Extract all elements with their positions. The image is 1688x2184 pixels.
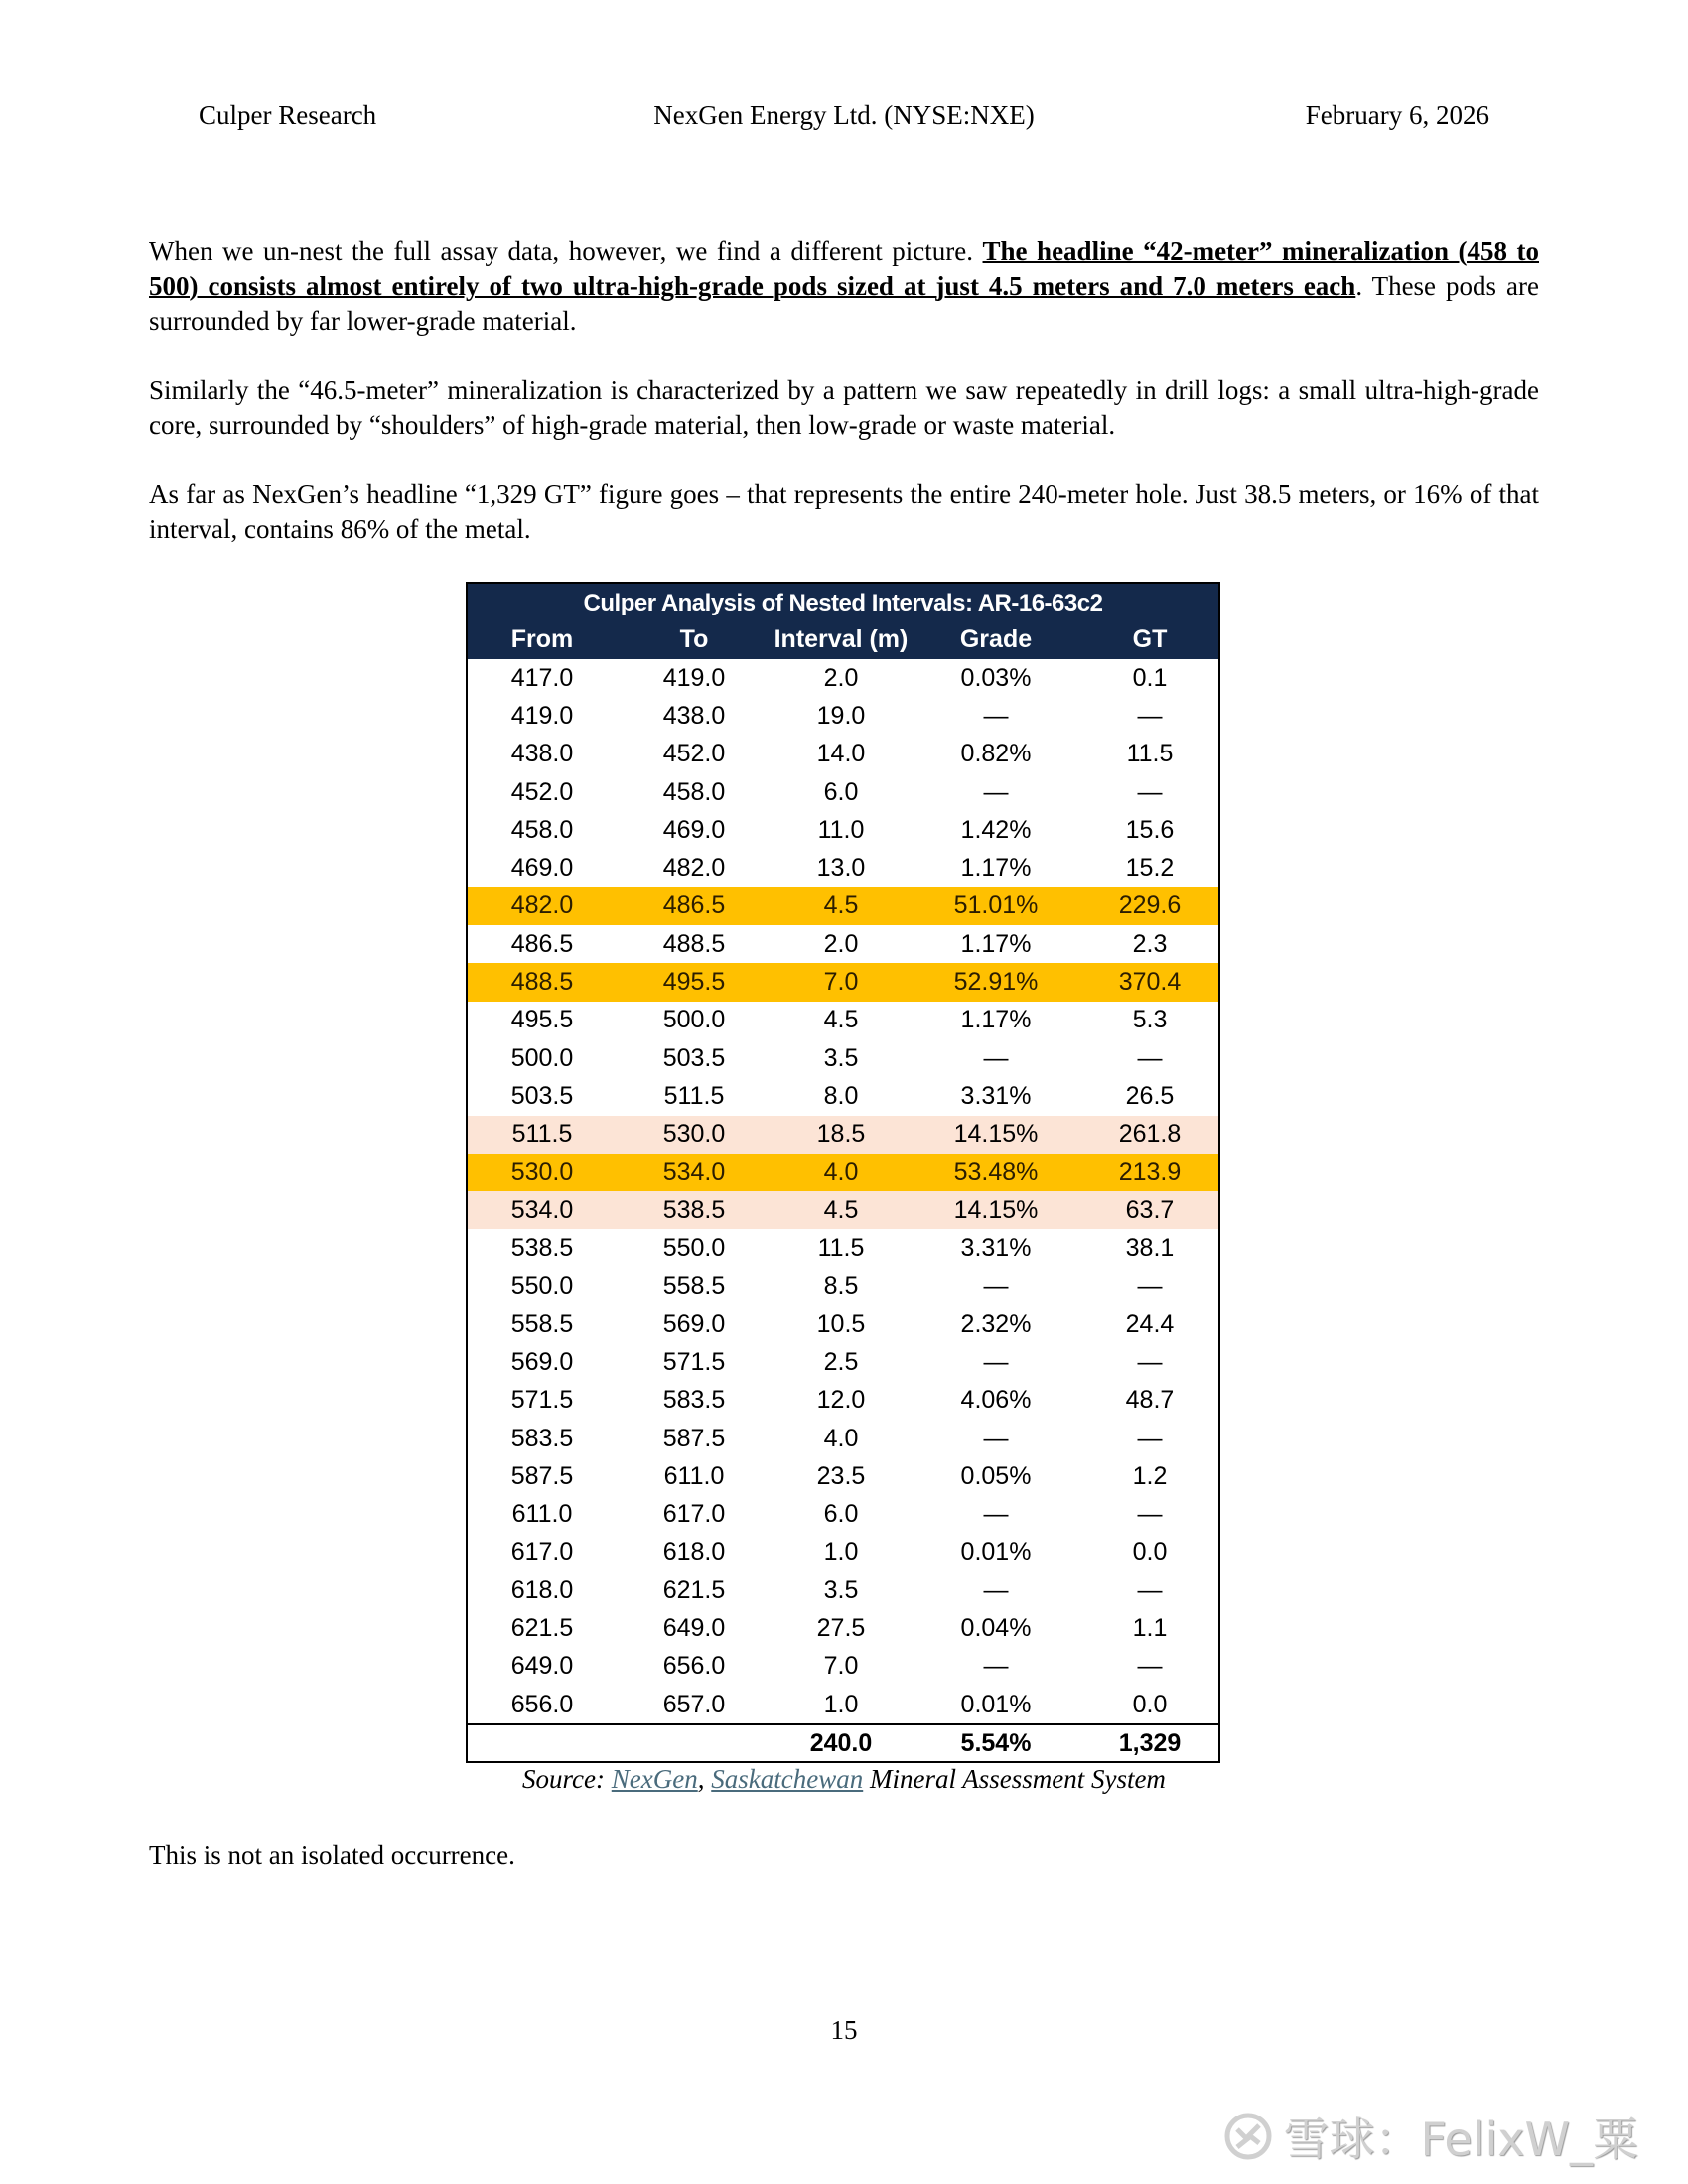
cell-interval: 2.0 bbox=[823, 929, 859, 958]
table-row bbox=[468, 1420, 1218, 1457]
cell-from: 417.0 bbox=[510, 663, 574, 692]
cell-from: 571.5 bbox=[510, 1386, 574, 1415]
cell-from: 617.0 bbox=[510, 1538, 574, 1567]
cell-from: 488.5 bbox=[510, 968, 574, 997]
cell-grade: 1.17% bbox=[960, 1006, 1032, 1034]
table-row bbox=[468, 1039, 1218, 1077]
cell-grade: 2.32% bbox=[960, 1309, 1032, 1338]
cell-interval: 4.0 bbox=[823, 1424, 859, 1452]
table-row bbox=[468, 1229, 1218, 1267]
paragraph-unnest bbox=[149, 234, 1539, 339]
paragraph-text: When we un-nest the full assay data, however, we find a different picture. bbox=[149, 236, 983, 266]
table-total-row bbox=[468, 1723, 1218, 1761]
page-number: 15 bbox=[830, 2015, 858, 2045]
cell-from: 458.0 bbox=[510, 815, 574, 844]
cell-to: 617.0 bbox=[662, 1500, 726, 1529]
cell-interval: 12.0 bbox=[816, 1386, 866, 1415]
header-left: Culper Research bbox=[199, 100, 377, 130]
table-row bbox=[468, 1305, 1218, 1343]
watermark bbox=[1223, 2107, 1638, 2166]
column-header-to: To bbox=[679, 624, 709, 653]
cell-interval: 4.5 bbox=[823, 1006, 859, 1034]
cell-from: 503.5 bbox=[510, 1081, 574, 1110]
cell-grade: 3.31% bbox=[960, 1081, 1032, 1110]
table-row bbox=[468, 736, 1218, 773]
cell-to: 656.0 bbox=[662, 1652, 726, 1681]
cell-to: 511.5 bbox=[663, 1081, 725, 1110]
table-body bbox=[468, 659, 1218, 1723]
cell-gt: 229.6 bbox=[1118, 891, 1182, 920]
source-link-nexgen[interactable]: NexGen bbox=[611, 1764, 698, 1794]
cell-to: 530.0 bbox=[662, 1120, 726, 1149]
table-row bbox=[468, 963, 1218, 1001]
total-gt: 1,329 bbox=[1118, 1728, 1182, 1757]
cell-from: 438.0 bbox=[510, 740, 574, 768]
cell-grade: 0.05% bbox=[960, 1461, 1032, 1490]
cell-gt: 1.1 bbox=[1132, 1614, 1168, 1643]
table-row bbox=[468, 773, 1218, 811]
cell-grade: 0.04% bbox=[960, 1614, 1032, 1643]
paragraph-text: . These pods are surrounded by far lower-grade material. bbox=[149, 271, 1539, 336]
cell-to: 458.0 bbox=[662, 777, 726, 806]
cell-from: 534.0 bbox=[510, 1195, 574, 1224]
cell-from: 656.0 bbox=[510, 1690, 574, 1718]
cell-interval: 2.5 bbox=[823, 1347, 859, 1376]
column-header-gt: GT bbox=[1132, 624, 1168, 653]
header-center: NexGen Energy Ltd. (NYSE:NXE) bbox=[653, 100, 1035, 130]
cell-interval: 4.0 bbox=[823, 1158, 859, 1186]
table-row bbox=[468, 1648, 1218, 1686]
cell-grade: 3.31% bbox=[960, 1234, 1032, 1263]
cell-to: 438.0 bbox=[662, 701, 726, 730]
cell-grade: — bbox=[983, 1043, 1009, 1072]
cell-gt: 2.3 bbox=[1132, 929, 1168, 958]
cell-interval: 27.5 bbox=[816, 1614, 866, 1643]
cell-from: 419.0 bbox=[510, 701, 574, 730]
cell-interval: 6.0 bbox=[823, 777, 859, 806]
cell-gt: — bbox=[1137, 1500, 1163, 1529]
cell-grade: — bbox=[983, 1575, 1009, 1604]
cell-from: 611.0 bbox=[511, 1500, 573, 1529]
source-link-saskatchewan[interactable]: Saskatchewan bbox=[711, 1764, 864, 1794]
cell-interval: 7.0 bbox=[823, 968, 859, 997]
cell-interval: 8.5 bbox=[823, 1272, 859, 1300]
table-row bbox=[468, 1343, 1218, 1381]
cell-gt: 213.9 bbox=[1118, 1158, 1182, 1186]
cell-gt: 48.7 bbox=[1125, 1386, 1175, 1415]
table-row bbox=[468, 1457, 1218, 1495]
paragraph-not-isolated: This is not an isolated occurrence. bbox=[149, 1841, 515, 1870]
column-header-grade: Grade bbox=[959, 624, 1033, 653]
total-interval: 240.0 bbox=[809, 1728, 873, 1757]
table-row bbox=[468, 1609, 1218, 1647]
column-header-from: From bbox=[510, 624, 574, 653]
cell-grade: 53.48% bbox=[953, 1158, 1039, 1186]
cell-to: 649.0 bbox=[662, 1614, 726, 1643]
cell-grade: 0.03% bbox=[960, 663, 1032, 692]
cell-gt: 0.0 bbox=[1132, 1538, 1168, 1567]
cell-interval: 4.5 bbox=[823, 1195, 859, 1224]
cell-gt: — bbox=[1137, 1575, 1163, 1604]
cell-grade: 14.15% bbox=[953, 1195, 1039, 1224]
cell-to: 621.5 bbox=[662, 1575, 726, 1604]
cell-interval: 19.0 bbox=[816, 701, 866, 730]
cell-gt: — bbox=[1137, 1347, 1163, 1376]
cell-grade: — bbox=[983, 1347, 1009, 1376]
cell-gt: — bbox=[1137, 777, 1163, 806]
cell-to: 538.5 bbox=[662, 1195, 726, 1224]
cell-gt: — bbox=[1137, 1272, 1163, 1300]
table-row bbox=[468, 1496, 1218, 1534]
cell-from: 452.0 bbox=[510, 777, 574, 806]
cell-from: 530.0 bbox=[510, 1158, 574, 1186]
source-separator: , bbox=[697, 1764, 712, 1794]
cell-to: 488.5 bbox=[662, 929, 726, 958]
cell-from: 495.5 bbox=[510, 1006, 574, 1034]
cell-interval: 13.0 bbox=[816, 854, 866, 883]
cell-to: 469.0 bbox=[662, 815, 726, 844]
cell-interval: 2.0 bbox=[823, 663, 859, 692]
cell-from: 500.0 bbox=[510, 1043, 574, 1072]
cell-from: 469.0 bbox=[510, 854, 574, 883]
cell-interval: 14.0 bbox=[816, 740, 866, 768]
cell-gt: 0.1 bbox=[1132, 663, 1168, 692]
cell-grade: — bbox=[983, 777, 1009, 806]
cell-grade: 0.01% bbox=[960, 1538, 1032, 1567]
cell-to: 503.5 bbox=[662, 1043, 726, 1072]
cell-grade: — bbox=[983, 1272, 1009, 1300]
table-row bbox=[468, 849, 1218, 887]
table-row bbox=[468, 1191, 1218, 1229]
table-row bbox=[468, 1268, 1218, 1305]
paragraph-similarly: Similarly the “46.5-meter” mineralization is characterized by a pattern we saw repeatedly in drill logs: a small ultra-high-grade core, surrounded by “shoulders” of high-grade material, then low-grade or waste material. bbox=[149, 375, 1539, 440]
table-row bbox=[468, 659, 1218, 697]
cell-interval: 6.0 bbox=[823, 1500, 859, 1529]
cell-grade: 0.01% bbox=[960, 1690, 1032, 1718]
cell-interval: 4.5 bbox=[823, 891, 859, 920]
table-row bbox=[468, 1116, 1218, 1154]
table-row bbox=[468, 1571, 1218, 1609]
total-grade: 5.54% bbox=[960, 1728, 1032, 1757]
cell-to: 657.0 bbox=[662, 1690, 726, 1718]
nested-intervals-table bbox=[466, 582, 1220, 1763]
cell-interval: 3.5 bbox=[823, 1575, 859, 1604]
table-title: Culper Analysis of Nested Intervals: AR-16-63c2 bbox=[583, 590, 1103, 616]
emphasis-text: The headline “42-meter” mineralization (458 to 500) consists almost entirely of two ultra-high-grade pods sized at just 4.5 meters and 7.0 meters each bbox=[149, 236, 1539, 301]
cell-from: 482.0 bbox=[510, 891, 574, 920]
cell-from: 550.0 bbox=[510, 1272, 574, 1300]
cell-interval: 1.0 bbox=[823, 1690, 859, 1718]
table-row bbox=[468, 1382, 1218, 1420]
cell-gt: 11.5 bbox=[1126, 740, 1174, 768]
cell-from: 558.5 bbox=[510, 1309, 574, 1338]
cell-to: 500.0 bbox=[662, 1006, 726, 1034]
cell-from: 486.5 bbox=[510, 929, 574, 958]
cell-from: 649.0 bbox=[510, 1652, 574, 1681]
cell-grade: — bbox=[983, 1424, 1009, 1452]
cell-to: 452.0 bbox=[662, 740, 726, 768]
cell-from: 511.5 bbox=[511, 1120, 573, 1149]
cell-to: 495.5 bbox=[662, 968, 726, 997]
cell-to: 618.0 bbox=[662, 1538, 726, 1567]
cell-from: 583.5 bbox=[510, 1424, 574, 1452]
cell-to: 482.0 bbox=[662, 854, 726, 883]
cell-grade: — bbox=[983, 701, 1009, 730]
cell-interval: 1.0 bbox=[823, 1538, 859, 1567]
table-row bbox=[468, 925, 1218, 963]
cell-gt: — bbox=[1137, 1652, 1163, 1681]
cell-gt: 26.5 bbox=[1125, 1081, 1175, 1110]
xueqiu-logo-icon bbox=[1223, 2112, 1273, 2161]
table-column-headers bbox=[468, 619, 1218, 659]
cell-from: 618.0 bbox=[510, 1575, 574, 1604]
cell-to: 558.5 bbox=[662, 1272, 726, 1300]
table-row bbox=[468, 1077, 1218, 1115]
cell-interval: 7.0 bbox=[823, 1652, 859, 1681]
cell-grade: 1.17% bbox=[960, 929, 1032, 958]
cell-interval: 23.5 bbox=[816, 1461, 866, 1490]
cell-gt: — bbox=[1137, 701, 1163, 730]
cell-to: 587.5 bbox=[662, 1424, 726, 1452]
source-prefix: Source: bbox=[522, 1764, 612, 1794]
table-row bbox=[468, 1686, 1218, 1723]
cell-from: 538.5 bbox=[510, 1234, 574, 1263]
cell-grade: 4.06% bbox=[960, 1386, 1032, 1415]
table-source bbox=[0, 1763, 1688, 1795]
cell-interval: 11.5 bbox=[817, 1234, 865, 1263]
cell-grade: 51.01% bbox=[953, 891, 1039, 920]
cell-interval: 8.0 bbox=[823, 1081, 859, 1110]
cell-grade: — bbox=[983, 1652, 1009, 1681]
cell-gt: 370.4 bbox=[1118, 968, 1182, 997]
cell-gt: — bbox=[1137, 1424, 1163, 1452]
cell-gt: 15.2 bbox=[1125, 854, 1175, 883]
cell-to: 534.0 bbox=[662, 1158, 726, 1186]
cell-interval: 3.5 bbox=[823, 1043, 859, 1072]
cell-gt: 63.7 bbox=[1125, 1195, 1175, 1224]
table-row bbox=[468, 887, 1218, 925]
cell-grade: — bbox=[983, 1500, 1009, 1529]
header-right: February 6, 2026 bbox=[1305, 100, 1489, 130]
cell-from: 587.5 bbox=[510, 1461, 574, 1490]
column-header-interval: Interval (m) bbox=[774, 624, 909, 653]
cell-interval: 18.5 bbox=[816, 1120, 866, 1149]
cell-gt: 15.6 bbox=[1125, 815, 1175, 844]
cell-to: 550.0 bbox=[662, 1234, 726, 1263]
cell-gt: 24.4 bbox=[1125, 1309, 1175, 1338]
cell-gt: 38.1 bbox=[1125, 1234, 1175, 1263]
table-row bbox=[468, 811, 1218, 849]
cell-grade: 1.17% bbox=[960, 854, 1032, 883]
cell-gt: 5.3 bbox=[1132, 1006, 1168, 1034]
cell-grade: 1.42% bbox=[960, 815, 1032, 844]
table-row bbox=[468, 697, 1218, 735]
cell-gt: 0.0 bbox=[1132, 1690, 1168, 1718]
cell-gt: 261.8 bbox=[1118, 1120, 1182, 1149]
cell-interval: 10.5 bbox=[816, 1309, 866, 1338]
table-row bbox=[468, 1002, 1218, 1039]
cell-from: 621.5 bbox=[510, 1614, 574, 1643]
table-header bbox=[468, 584, 1218, 659]
watermark-text: 雪球：FelixW_粟 bbox=[1283, 2113, 1638, 2166]
cell-to: 571.5 bbox=[662, 1347, 726, 1376]
cell-to: 583.5 bbox=[662, 1386, 726, 1415]
cell-grade: 14.15% bbox=[953, 1120, 1039, 1149]
cell-gt: — bbox=[1137, 1043, 1163, 1072]
cell-to: 486.5 bbox=[662, 891, 726, 920]
cell-from: 569.0 bbox=[510, 1347, 574, 1376]
table-row bbox=[468, 1534, 1218, 1571]
cell-to: 419.0 bbox=[662, 663, 726, 692]
table-row bbox=[468, 1154, 1218, 1191]
cell-grade: 0.82% bbox=[960, 740, 1032, 768]
cell-interval: 11.0 bbox=[817, 815, 865, 844]
cell-gt: 1.2 bbox=[1132, 1461, 1168, 1490]
cell-grade: 52.91% bbox=[953, 968, 1039, 997]
source-suffix: Mineral Assessment System bbox=[863, 1764, 1166, 1794]
cell-to: 569.0 bbox=[662, 1309, 726, 1338]
cell-to: 611.0 bbox=[663, 1461, 725, 1490]
paragraph-headline-gt: As far as NexGen’s headline “1,329 GT” figure goes – that represents the entire 240-meter hole. Just 38.5 meters, or 16% of that interval, contains 86% of the metal. bbox=[149, 479, 1539, 544]
